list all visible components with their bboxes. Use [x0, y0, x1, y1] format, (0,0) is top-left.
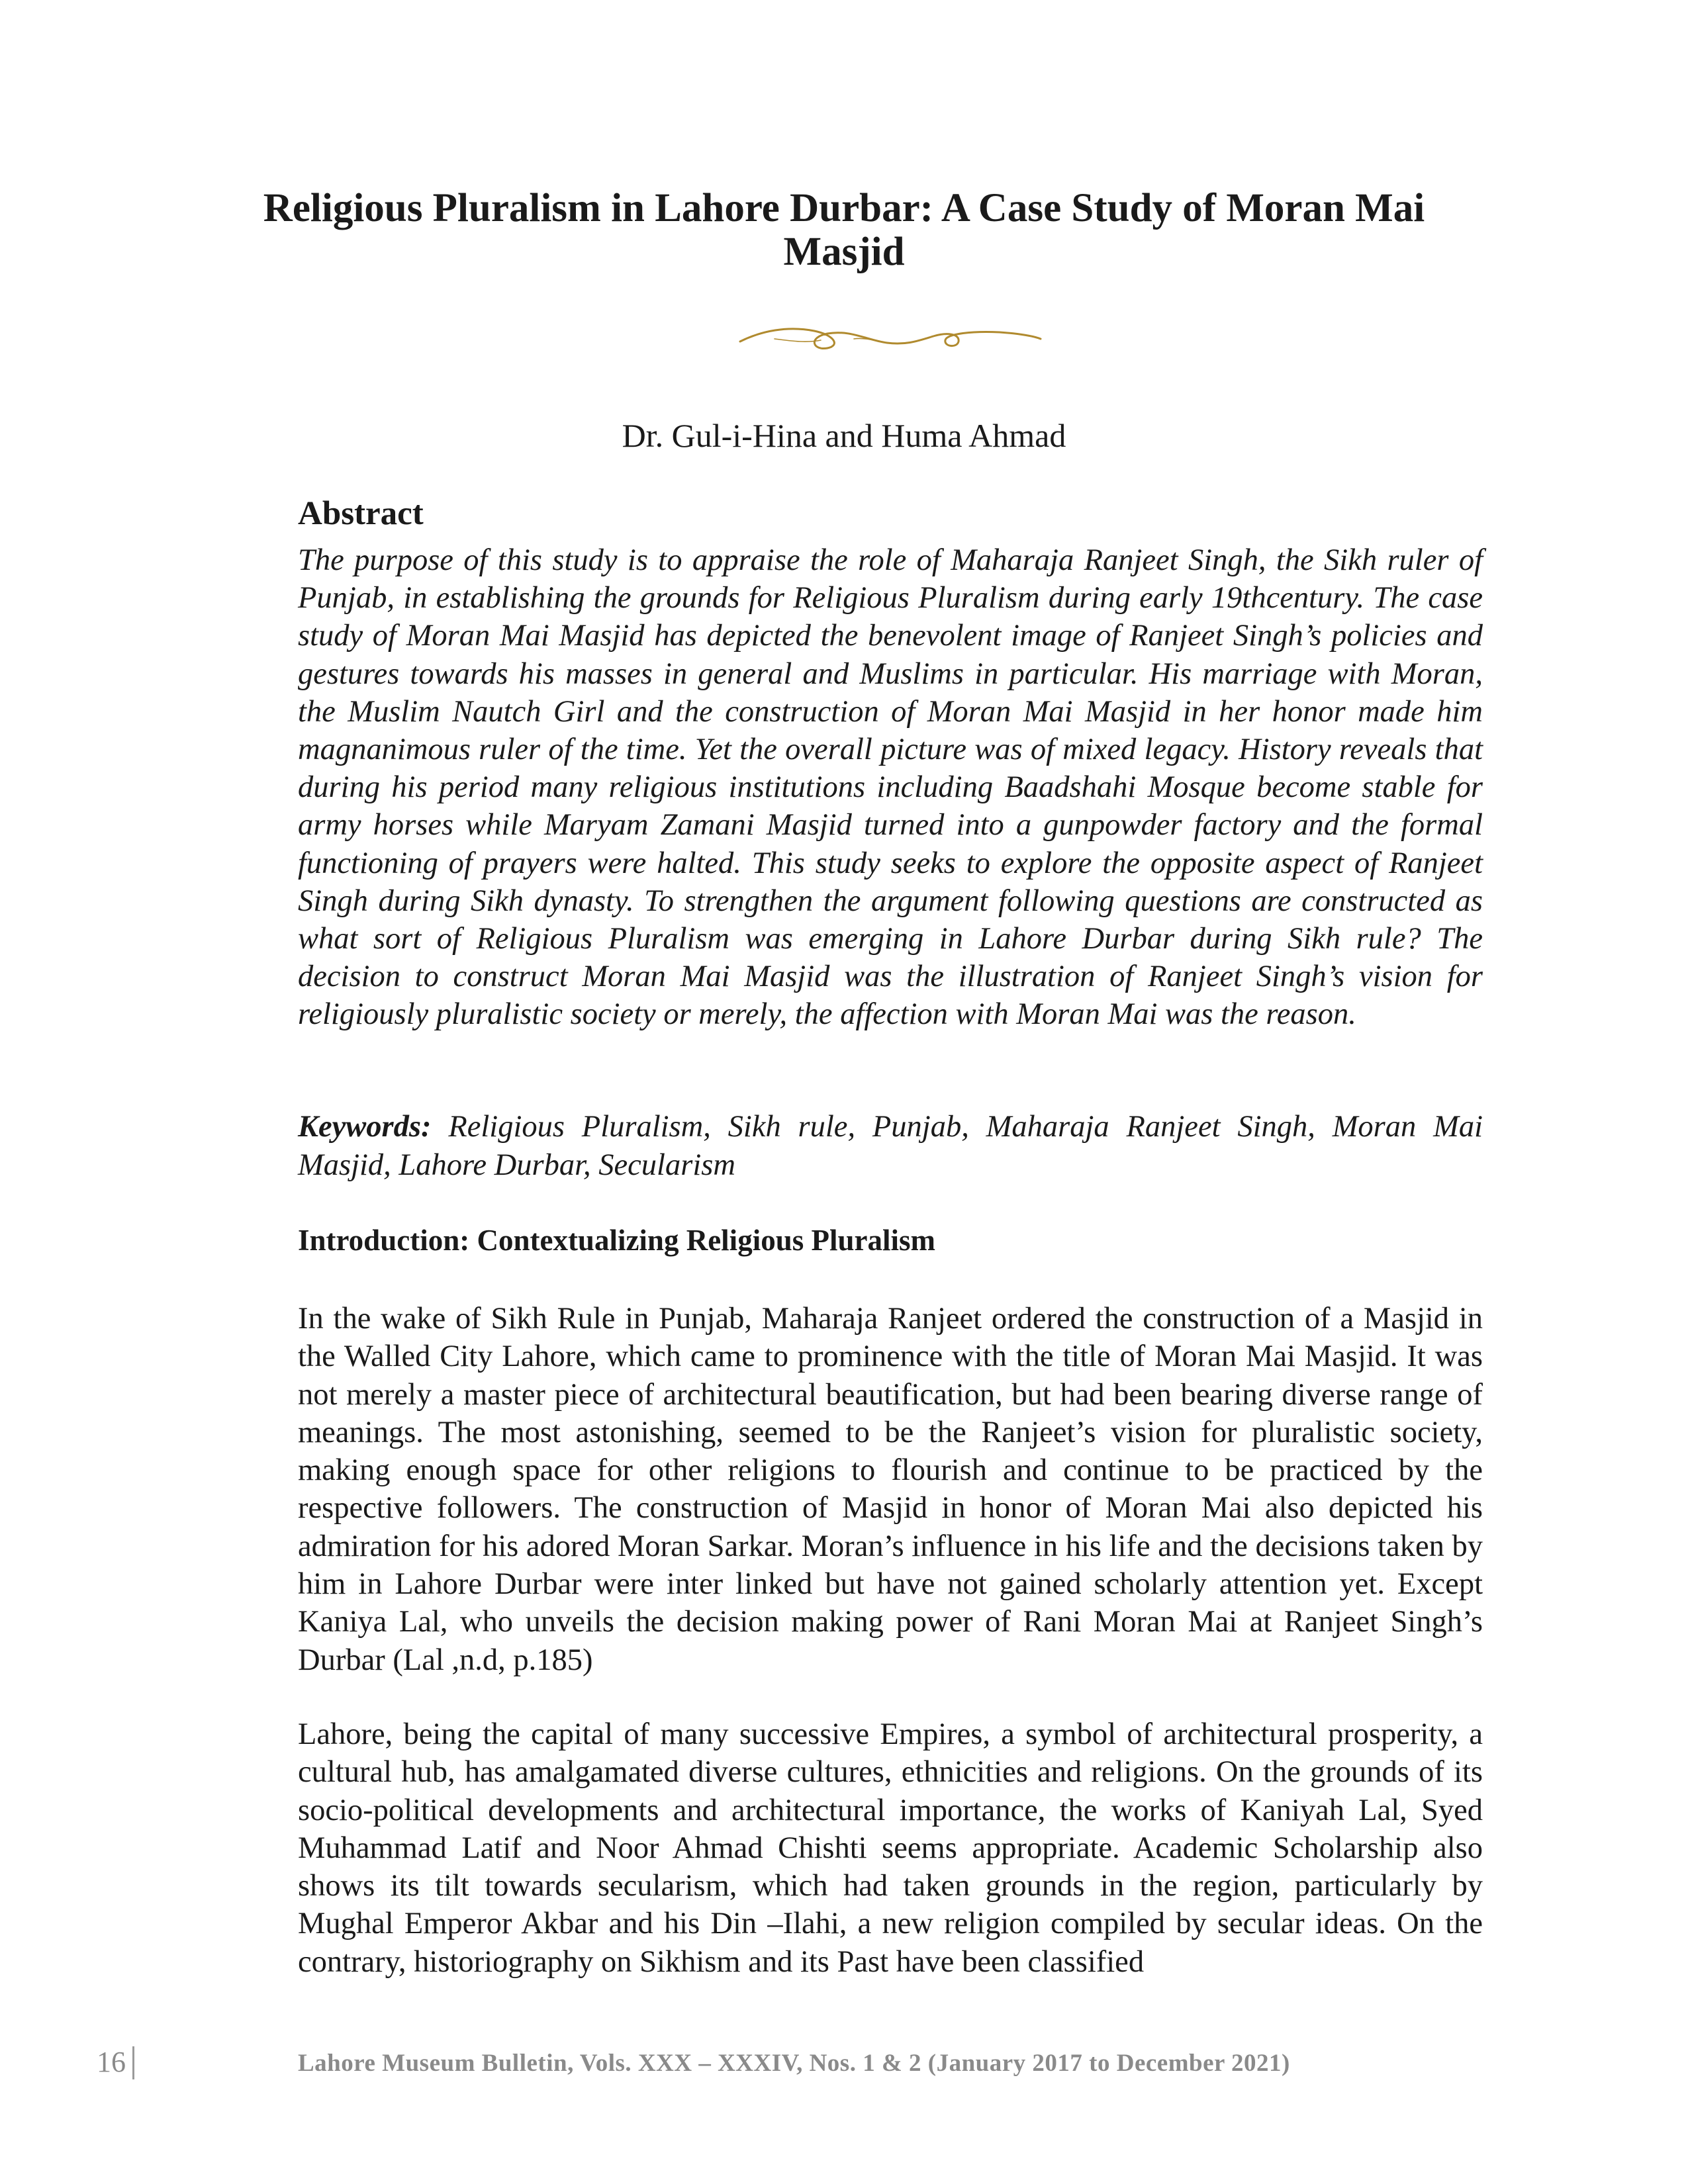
abstract-body: The purpose of this study is to appraise the role of Maharaja Ranjeet Singh, the Sikh ruler of Punjab, in establishing the grounds for Religious Pluralism during early 19thcentury. The case study of Moran Mai Masjid has depicted the benevolent image of Ranjeet Singh’s policies and gestures towards his masses in general and Muslims in particular. His marriage with Moran, the Muslim Nautch Girl and the construction of Moran Mai Masjid in her honor made him magnanimous ruler of the time. Yet the overall picture was of mixed legacy. History reveals that during his period many religious institutions including Baadshahi Mosque become stable for army horses while Maryam Zamani Masjid turned into a gunpowder factory and the formal functioning of prayers were halted. This study seeks to explore the opposite aspect of Ranjeet Singh during Sikh dynasty. To strengthen the argument following questions are constructed as what sort of Religious Pluralism was emerging in Lahore Durbar during Sikh rule? The decision to construct Moran Mai Masjid was the illustration of Ranjeet Singh’s vision for religiously pluralistic society or merely, the affection with Moran Mai was the reason.	[298, 543, 1483, 1032]
journal-citation: Lahore Museum Bulletin, Vols. XXX – XXXIV, Nos. 1 & 2 (January 2017 to December 2021)	[298, 2050, 1290, 2077]
section-heading-introduction: Introduction: Contextualizing Religious Pluralism	[298, 1224, 935, 1257]
abstract-heading: Abstract	[298, 495, 424, 532]
footer-divider	[132, 2046, 134, 2079]
keywords-label: Keywords:	[298, 1110, 432, 1144]
page-footer	[26, 2044, 1483, 2083]
flourish-divider-icon	[735, 311, 1046, 364]
body-paragraph: Lahore, being the capital of many successive Empires, a symbol of architectural prosperity, a cultural hub, has amalgamated diverse cultures, ethnicities and religions. On the grounds of its socio-political developments and architectural importance, the works of Kaniyah Lal, Syed Muhammad Latif and Noor Ahmad Chishti seems appropriate. Academic Scholarship also shows its tilt towards secularism, which had taken grounds in the region, particularly by Mughal Emperor Akbar and his Din –Ilahi, a new religion compiled by secular ideas. On the contrary, historiography on Sikhism and its Past have been classified	[298, 1717, 1483, 1979]
keywords-list: Religious Pluralism, Sikh rule, Punjab, Maharaja Ranjeet Singh, Moran Mai Masjid, Lahore Durbar, Secularism	[298, 1110, 1483, 1182]
author-line: Dr. Gul-i-Hina and Huma Ahmad	[622, 417, 1066, 454]
page-number: 16	[97, 2046, 126, 2078]
paper-title: Religious Pluralism in Lahore Durbar: A Case Study of Moran Mai Masjid	[263, 186, 1425, 274]
keywords	[298, 1108, 1483, 1185]
body-paragraph: In the wake of Sikh Rule in Punjab, Maharaja Ranjeet ordered the construction of a Masjid in the Walled City Lahore, which came to prominence with the title of Moran Mai Masjid. It was not merely a master piece of architectural beautification, but had been bearing diverse range of meanings. The most astonishing, seemed to be the Ranjeet’s vision for pluralistic society, making enough space for other religions to flourish and continue to be practiced by the respective followers. The construction of Masjid in honor of Moran Mai also depicted his admiration for his adored Moran Sarkar. Moran’s influence in his life and the decisions taken by him in Lahore Durbar were inter linked but have not gained scholarly attention yet. Except Kaniya Lal, who unveils the decision making power of Rani Moran Mai at Ranjeet Singh’s Durbar (Lal ,n.d, p.185)	[298, 1302, 1483, 1677]
